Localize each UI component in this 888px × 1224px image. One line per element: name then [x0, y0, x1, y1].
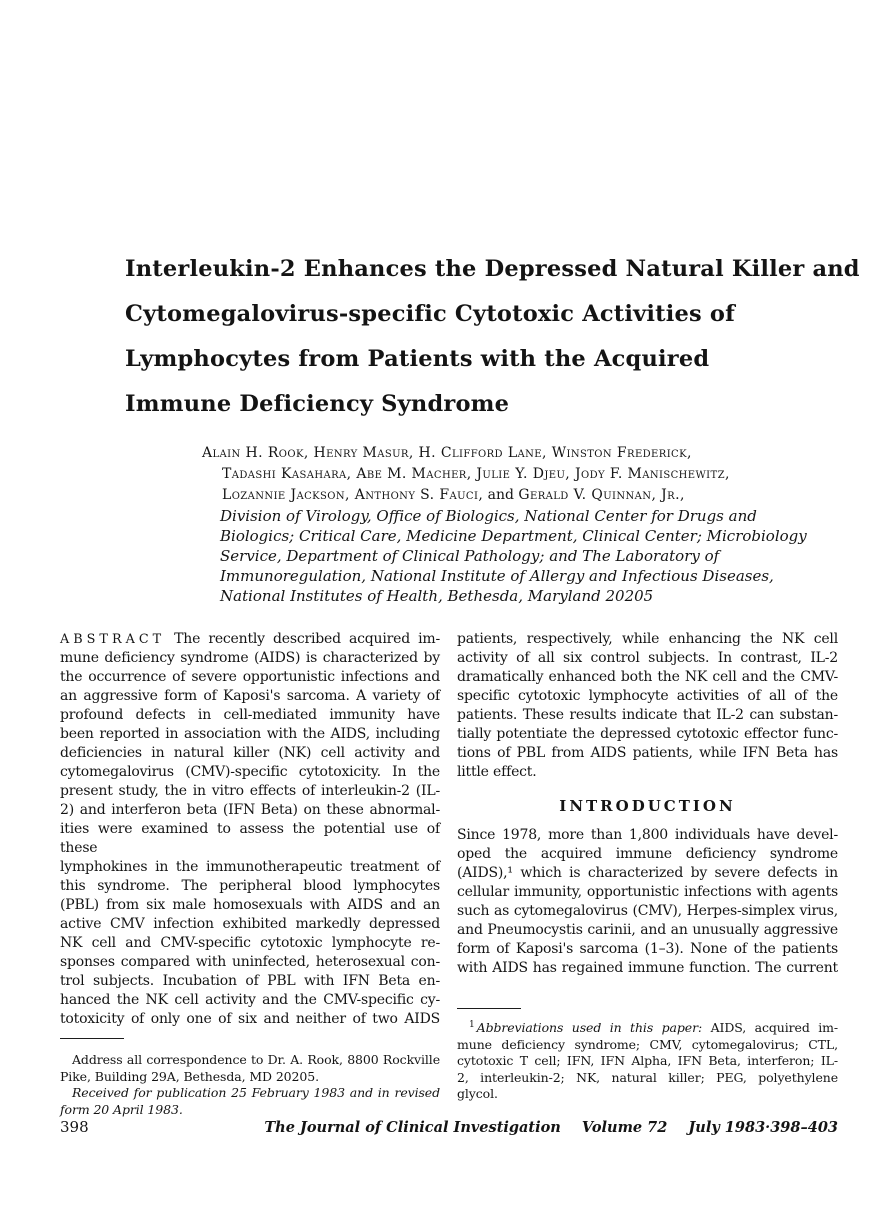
footnote-superscript: 1 — [469, 1019, 475, 1030]
abstract-text: The recently described acquired im- — [174, 631, 440, 647]
page-number: 398 — [60, 1118, 89, 1136]
journal-name: The Journal of Clinical Investigation — [264, 1119, 561, 1136]
footnote-line: 2, interleukin-2; NK, natural killer; PEG, polyethylene — [457, 1069, 838, 1085]
right-column — [457, 630, 838, 1118]
abstract-line: mune deficiency syndrome (AIDS) is characterized by — [60, 650, 440, 666]
footnote-line — [457, 1020, 838, 1037]
affiliation-line: Biologics; Critical Care, Medicine Department, Clinical Center; Microbiology — [220, 527, 807, 545]
correspondence-footnote — [60, 1052, 440, 1118]
abstract-line: (PBL) from six male homosexuals with AIDS and an — [60, 897, 440, 913]
abstract-line: totoxicity of only one of six and neither of two AIDS — [60, 1011, 440, 1027]
journal-citation — [264, 1119, 838, 1136]
left-column — [60, 630, 440, 1118]
footnote-line: mune deficiency syndrome; CMV, cytomegalovirus; CTL, — [457, 1036, 838, 1052]
title-block — [125, 0, 860, 606]
author-line: Tadashi Kasahara, Abe M. Macher, Julie Y. Djeu, Jody F. Manischewitz, — [222, 466, 730, 482]
abstract-line: cytomegalovirus (CMV)-specific cytotoxicity. In the — [60, 764, 440, 780]
introduction-line: with AIDS has regained immune function. The current — [457, 960, 838, 976]
abstract-line: hanced the NK cell activity and the CMV-specific cy- — [60, 992, 440, 1008]
footnote-rule — [457, 1008, 521, 1009]
author-list — [202, 443, 838, 506]
page-footer — [60, 1118, 838, 1136]
introduction-line: oped the acquired immune deficiency syndrome — [457, 846, 838, 862]
abstract-line: sponses compared with uninfected, heterosexual con- — [60, 954, 440, 970]
introduction-lines — [457, 826, 838, 978]
affiliation-line: Immunoregulation, National Institute of Allergy and Infectious Diseases, — [220, 567, 774, 585]
abbreviations-lines — [457, 1037, 838, 1087]
abstract-first-line — [60, 630, 440, 649]
affiliation-line: Division of Virology, Office of Biologics, National Center for Drugs and — [220, 507, 757, 525]
abstract-last-line: little effect. — [457, 764, 537, 780]
abstract-line: this syndrome. The peripheral blood lymphocytes — [60, 878, 440, 894]
abbreviations-footnote — [457, 1020, 838, 1103]
abstract-line: active CMV infection exhibited markedly depressed — [60, 916, 440, 932]
introduction-line: form of Kaposi's sarcoma (1–3). None of the patients — [457, 941, 838, 957]
abstract-line: present study, the in vitro effects of interleukin-2 (IL- — [60, 783, 440, 799]
title-line: Cytomegalovirus-specific Cytotoxic Activities of — [125, 301, 735, 327]
introduction-line: such as cytomegalovirus (CMV), Herpes-simplex virus, — [457, 903, 838, 919]
affiliation — [220, 506, 838, 606]
abstract-line: tially potentiate the depressed cytotoxic effector func- — [457, 726, 838, 742]
footnote-line: cytotoxic T cell; IFN, IFN Alpha, IFN Beta, interferon; IL- — [457, 1053, 838, 1068]
author-line — [202, 485, 838, 506]
title-line: Lymphocytes from Patients with the Acquired — [125, 346, 710, 372]
abstract-line: an aggressive form of Kaposi's sarcoma. A variety of — [60, 688, 440, 704]
abstract-line: activity of all six control subjects. In contrast, IL-2 — [457, 650, 838, 666]
abstract-line: patients, respectively, while enhancing the NK cell — [457, 631, 838, 647]
abstract-line: ities were examined to assess the potential use of these — [60, 821, 440, 856]
footnote-line: glycol. — [457, 1086, 498, 1101]
article-title — [125, 247, 860, 427]
introduction-heading: INTRODUCTION — [559, 797, 736, 815]
two-column-body — [60, 630, 838, 1118]
introduction-line: and Pneumocystis carinii, and an unusually aggressive — [457, 922, 838, 938]
abstract-left-lines — [60, 649, 440, 1029]
abstract-line: lymphokines in the immunotherapeutic treatment of — [60, 859, 440, 875]
abstract-line: deficiencies in natural killer (NK) cell activity and — [60, 745, 440, 761]
abstract-line: trol subjects. Incubation of PBL with IFN Beta en- — [60, 973, 440, 989]
volume-number: Volume 72 — [581, 1119, 668, 1136]
introduction-line: Since 1978, more than 1,800 individuals have devel- — [457, 827, 838, 843]
abstract-label: ABSTRACT — [60, 632, 166, 647]
abstract-line: patients. These results indicate that IL-2 can substan- — [457, 707, 838, 723]
abstract-line: tions of PBL from AIDS patients, while IFN Beta has — [457, 745, 838, 761]
introduction-line: (AIDS),¹ which is characterized by severe defects in — [457, 865, 838, 881]
abstract-line: profound defects in cell-mediated immunity have — [60, 707, 440, 723]
author-names: Gerald V. Quinnan, Jr., — [518, 487, 685, 503]
abstract-line: been reported in association with the AIDS, including — [60, 726, 440, 742]
footnote-line: Pike, Building 29A, Bethesda, MD 20205. — [60, 1068, 319, 1084]
author-line: Alain H. Rook, Henry Masur, H. Clifford Lane, Winston Frederick, — [202, 445, 692, 461]
affiliation-line: National Institutes of Health, Bethesda, Maryland 20205 — [220, 587, 654, 605]
received-note-line: Received for publication 25 February 1983 and in revised — [72, 1085, 440, 1100]
abstract-line: NK cell and CMV-specific cytotoxic lymphocyte re- — [60, 935, 440, 951]
footnote-line: Address all correspondence to Dr. A. Rook, 8800 Rockville — [72, 1052, 440, 1067]
abbreviations-lead: Abbreviations used in this paper: — [476, 1020, 703, 1035]
issue-date-pages: July 1983·398–403 — [688, 1119, 838, 1136]
abstract-line: 2) and interferon beta (IFN Beta) on these abnormal- — [60, 802, 440, 818]
abbreviations-text: AIDS, acquired im- — [702, 1020, 838, 1035]
abstract-right-lines — [457, 630, 838, 763]
abstract-line: specific cytotoxic lymphocyte activities of all of the — [457, 688, 838, 704]
title-line: Immune Deficiency Syndrome — [125, 391, 510, 417]
introduction-line: cellular immunity, opportunistic infections with agents — [457, 884, 838, 900]
affiliation-line: Service, Department of Clinical Pathology; and The Laboratory of — [220, 547, 720, 565]
title-line: Interleukin-2 Enhances the Depressed Natural Killer and — [125, 256, 860, 282]
abstract-line: the occurrence of severe opportunistic infections and — [60, 669, 440, 685]
and-word: and — [483, 487, 519, 503]
received-note-line: form 20 April 1983. — [60, 1101, 183, 1117]
abstract-line: dramatically enhanced both the NK cell and the CMV- — [457, 669, 838, 685]
author-names: Lozannie Jackson, Anthony S. Fauci, — [222, 487, 484, 503]
footnote-rule — [60, 1038, 124, 1039]
